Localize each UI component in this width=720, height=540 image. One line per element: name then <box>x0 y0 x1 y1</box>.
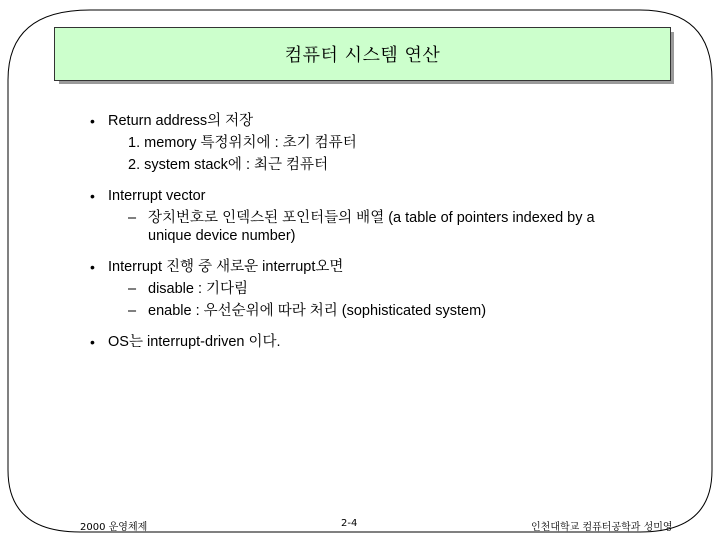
bullet-item-4 <box>90 331 690 353</box>
dash-item <box>108 300 690 322</box>
dash-icon: – <box>128 210 137 226</box>
dash-item-text: disable : 기다림 <box>148 281 249 297</box>
footer-page-number: 2-4 <box>341 518 358 529</box>
footer-left: 2000 운영체제 <box>80 522 148 533</box>
sub-item: 2. system stack에 : 최근 컴퓨터 <box>128 157 329 173</box>
footer-right: 인천대학교 컴퓨터공학과 성미영 <box>531 522 673 533</box>
dash-icon: – <box>128 281 137 297</box>
dash-item <box>108 278 690 300</box>
dash-item-continuation: unique device number) <box>148 228 296 244</box>
bullet-item-1 <box>90 110 690 176</box>
slide-body <box>90 110 690 362</box>
bullet-item-3 <box>90 256 690 322</box>
bullet-text: Interrupt 진행 중 새로운 interrupt오면 <box>108 259 344 275</box>
dash-item-text: enable : 우선순위에 따라 처리 (sophisticated system) <box>148 303 487 319</box>
bullet-icon: • <box>90 113 95 129</box>
bullet-icon: • <box>90 188 95 204</box>
slide-title-text: 컴퓨터 시스템 연산 <box>284 45 441 66</box>
bullet-icon: • <box>90 334 95 350</box>
dash-icon: – <box>128 303 137 319</box>
bullet-text: Interrupt vector <box>108 188 206 204</box>
bullet-text: OS는 interrupt-driven 이다. <box>108 334 281 350</box>
bullet-icon: • <box>90 259 95 275</box>
bullet-text: Return address의 저장 <box>108 113 254 129</box>
dash-item-text: 장치번호로 인덱스된 포인터들의 배열 (a table of pointers indexed by a <box>148 210 595 226</box>
bullet-item-2 <box>90 185 690 247</box>
dash-item <box>108 207 690 229</box>
sub-item: 1. memory 특정위치에 : 초기 컴퓨터 <box>128 135 357 151</box>
slide-title <box>54 27 671 81</box>
